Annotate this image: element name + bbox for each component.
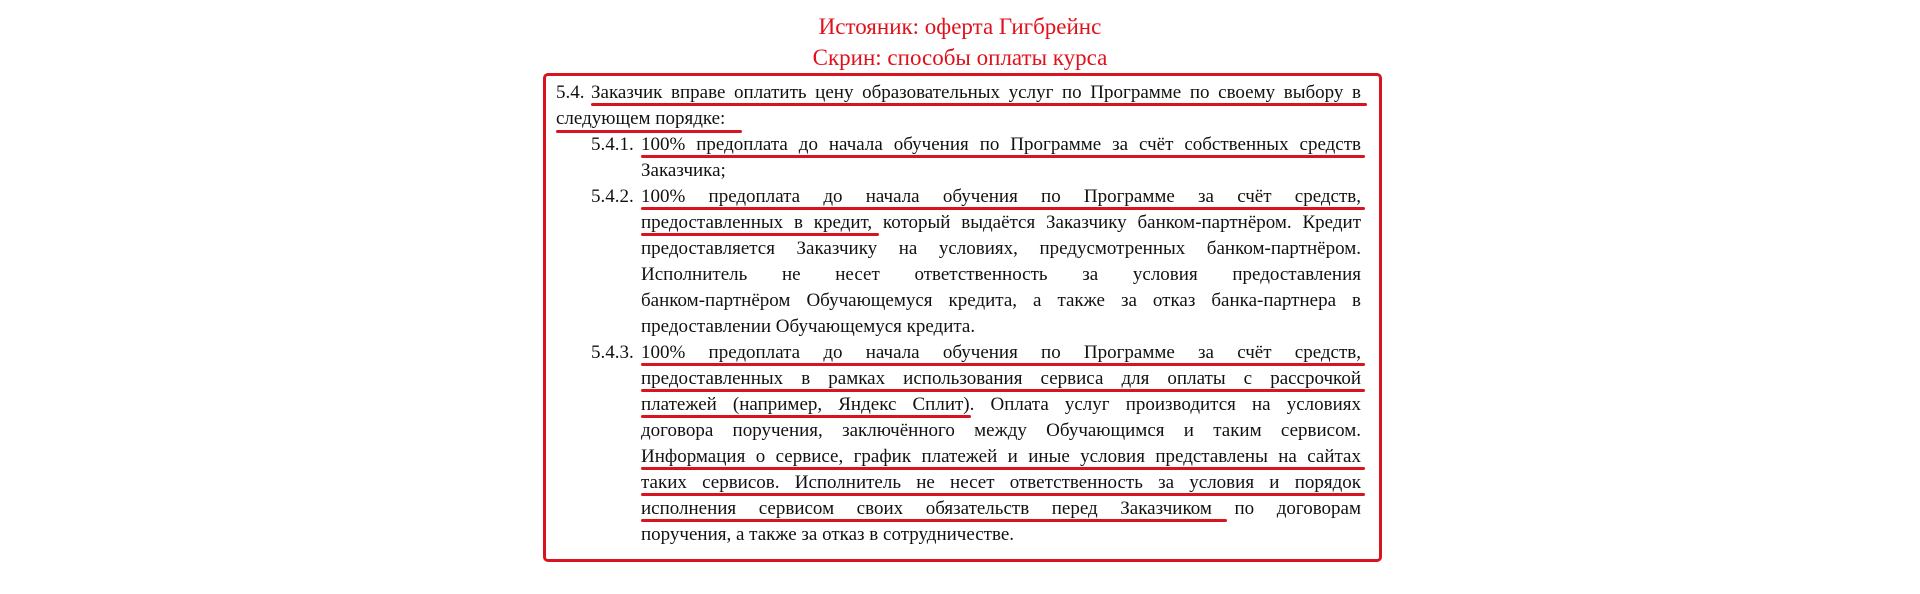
item-line: Информация о сервисе, график платежей и иные условия представлены на сайтах <box>641 446 1361 467</box>
subtitle-caption: Скрин: способы оплаты курса <box>812 45 1108 70</box>
item-number: 5.4.2. <box>591 186 634 207</box>
clause-number: 5.4. <box>556 82 585 103</box>
source-caption: Истояник: оферта Гигбрейнс <box>818 14 1102 39</box>
item-line: Заказчика; <box>641 160 726 181</box>
highlight-underline <box>641 389 1365 392</box>
item-number: 5.4.1. <box>591 134 634 155</box>
highlight-underline <box>641 467 1365 470</box>
item-line: Исполнитель не несет ответственность за условия предоставления <box>641 264 1361 285</box>
item-line: исполнения сервисом своих обязательств перед Заказчиком по договорам <box>641 498 1361 519</box>
highlight-underline <box>641 207 1365 210</box>
highlight-underline <box>641 493 1365 496</box>
clause-text-line-1: Заказчик вправе оплатить цену образовательных услуг по Программе по своему выбору в <box>591 82 1361 103</box>
clause-text-line-2: следующем порядке: <box>556 108 726 129</box>
highlight-underline <box>641 155 1365 158</box>
highlight-underline <box>641 233 879 236</box>
highlight-underline <box>591 103 1367 106</box>
item-line: поручения, а также за отказ в сотрудничестве. <box>641 524 1015 545</box>
item-line: предоставленных в рамках использования сервиса для оплаты с рассрочкой <box>641 368 1361 389</box>
highlight-underline <box>641 415 971 418</box>
item-line: предоставляется Заказчику на условиях, предусмотренных банком-партнёром. <box>641 238 1361 259</box>
highlight-underline <box>641 363 1365 366</box>
item-line: банком-партнёром Обучающемуся кредита, а также за отказ банка-партнера в <box>641 290 1361 311</box>
item-line: платежей (например, Яндекс Сплит). Оплата услуг производится на условиях <box>641 394 1361 415</box>
item-line: 100% предоплата до начала обучения по Программе за счёт средств, <box>641 342 1361 363</box>
item-line: предоставленных в кредит, который выдаётся Заказчику банком-партнёром. Кредит <box>641 212 1361 233</box>
item-line: таких сервисов. Исполнитель не несет ответственность за условия и порядок <box>641 472 1361 493</box>
item-line: 100% предоплата до начала обучения по Программе за счёт собственных средств <box>641 134 1361 155</box>
item-number: 5.4.3. <box>591 342 634 363</box>
highlight-underline <box>641 519 1227 522</box>
item-line: предоставлении Обучающемуся кредита. <box>641 316 976 337</box>
item-line: договора поручения, заключённого между Обучающимся и таким сервисом. <box>641 420 1361 441</box>
highlight-underline <box>556 130 742 133</box>
item-line: 100% предоплата до начала обучения по Программе за счёт средств, <box>641 186 1361 207</box>
